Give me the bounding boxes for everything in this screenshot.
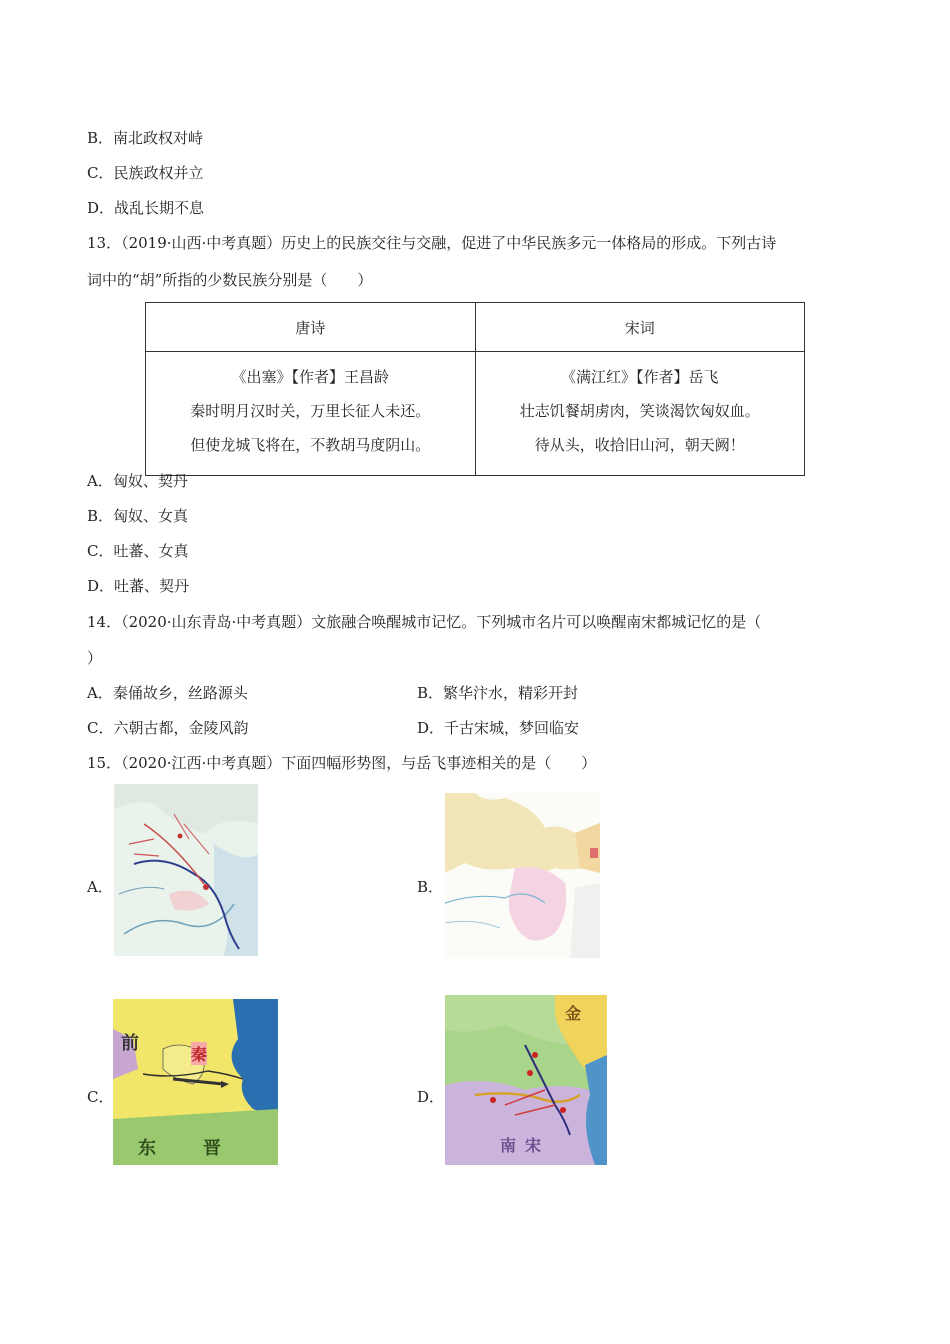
- q14-option-d: D．千古宋城，梦回临安: [417, 719, 580, 737]
- q13-stem-line2: 词中的“胡”所指的少数民族分别是（ ）: [87, 271, 373, 289]
- map-c-label-qian: 前: [121, 1033, 139, 1054]
- poem-table: [145, 302, 805, 476]
- map-c-label-jin: 晋: [203, 1138, 221, 1159]
- q14-stem-line1: 14．（2020·山东青岛·中考真题）文旅融合唤醒城市记忆。下列城市名片可以唤醒南宋都城记忆的是（: [87, 613, 762, 631]
- tang-poem-line1: 秦时明月汉时关，万里长征人未还。: [190, 402, 431, 420]
- tang-poem-line2: 但使龙城飞将在，不教胡马度阴山。: [190, 436, 431, 454]
- map-d-label-jin: 金: [565, 1004, 582, 1023]
- q13-option-c: C．吐蕃、女真: [87, 542, 189, 560]
- tang-poem-cell: [146, 352, 476, 476]
- q14-stem-line2: ）: [87, 649, 103, 667]
- map-c-label-qin: 秦: [191, 1042, 207, 1065]
- q13-option-b: B．匈奴、女真: [87, 507, 189, 525]
- song-poem-line2: 待从头，收拾旧山河，朝天阙！: [534, 436, 745, 454]
- table-header-tang: 唐诗: [146, 303, 476, 352]
- q12-option-c: C．民族政权并立: [87, 164, 204, 182]
- q15-label-c: C．: [87, 1088, 114, 1106]
- q15-stem: 15．（2020·江西·中考真题）下面四幅形势图，与岳飞事迹相关的是（ ）: [87, 754, 597, 772]
- q14-option-a: A．秦俑故乡，丝路源头: [87, 684, 248, 702]
- map-d-label-song: 宋: [525, 1136, 542, 1155]
- map-d-image: [445, 995, 607, 1165]
- q12-option-b: B．南北政权对峙: [87, 129, 204, 147]
- song-poem-line1: 壮志饥餐胡虏肉，笑谈渴饮匈奴血。: [519, 402, 760, 420]
- map-c-image: [113, 999, 278, 1165]
- q14-option-b: B．繁华汴水，精彩开封: [417, 684, 579, 702]
- q15-label-b: B．: [417, 878, 444, 896]
- map-b-image: [445, 793, 600, 958]
- q13-option-a: A．匈奴、契丹: [87, 472, 188, 490]
- table-header-song: 宋词: [475, 303, 805, 352]
- q12-option-d: D．战乱长期不息: [87, 199, 205, 217]
- q14-option-c: C．六朝古都，金陵风韵: [87, 719, 249, 737]
- song-poem-cell: [475, 352, 805, 476]
- q15-label-a: A．: [87, 878, 113, 896]
- q15-label-d: D．: [417, 1088, 445, 1106]
- q13-stem-line1: 13．（2019·山西·中考真题）历史上的民族交往与交融，促进了中华民族多元一体格局的形成。下列古诗: [87, 234, 777, 252]
- map-a-image: [114, 784, 258, 956]
- q13-option-d: D．吐蕃、契丹: [87, 577, 190, 595]
- map-c-label-dong: 东: [138, 1138, 156, 1159]
- map-d-label-nan: 南: [500, 1136, 517, 1155]
- tang-poem-title: 《出塞》【作者】王昌龄: [231, 368, 389, 386]
- song-poem-title: 《满江红》【作者】岳飞: [560, 368, 719, 386]
